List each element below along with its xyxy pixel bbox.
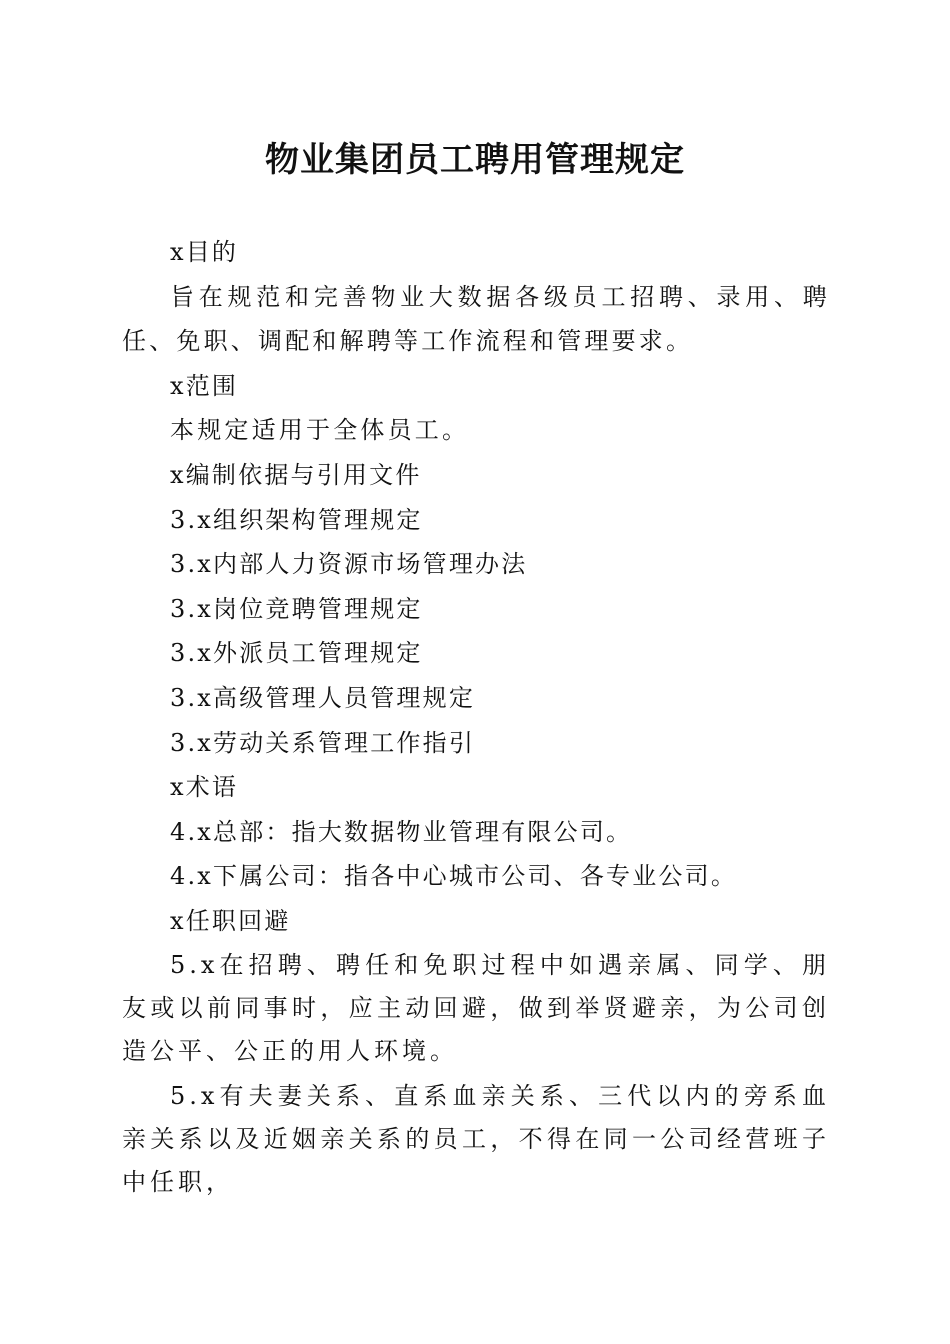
reference-item: 3.x高级管理人员管理规定: [170, 683, 476, 712]
term-item: 4.x总部：指大数据物业管理有限公司。: [170, 817, 633, 846]
avoidance-clause: 5.x有夫妻关系、直系血亲关系、三代以内的旁系血亲关系以及近姻亲关系的员工，不得在同一公司经营班子中任职，: [122, 1081, 830, 1196]
reference-item: 3.x内部人力资源市场管理办法: [170, 550, 528, 579]
section-heading-purpose: x目的: [170, 238, 239, 266]
document-body: [122, 230, 830, 1204]
paragraph-scope: 本规定适用于全体员工。: [170, 416, 470, 445]
reference-item: 3.x劳动关系管理工作指引: [170, 728, 476, 757]
paragraph-purpose: 旨在规范和完善物业大数据各级员工招聘、录用、聘任、免职、调配和解聘等工作流程和管理要求。: [122, 282, 830, 356]
reference-item: 3.x岗位竞聘管理规定: [170, 594, 423, 623]
reference-item: 3.x外派员工管理规定: [170, 639, 423, 668]
section-heading-scope: x范围: [170, 371, 239, 400]
reference-item: 3.x组织架构管理规定: [170, 505, 423, 534]
term-item: 4.x下属公司：指各中心城市公司、各专业公司。: [170, 862, 738, 891]
section-heading-references: x编制依据与引用文件: [170, 460, 422, 489]
avoidance-clause: 5.x在招聘、聘任和免职过程中如遇亲属、同学、朋友或以前同事时，应主动回避，做到举贤避亲，为公司创造公平、公正的用人环境。: [122, 950, 830, 1065]
section-heading-avoidance: x任职回避: [170, 906, 291, 935]
document-title: 物业集团员工聘用管理规定: [265, 140, 685, 180]
section-heading-terms: x术语: [170, 773, 239, 802]
